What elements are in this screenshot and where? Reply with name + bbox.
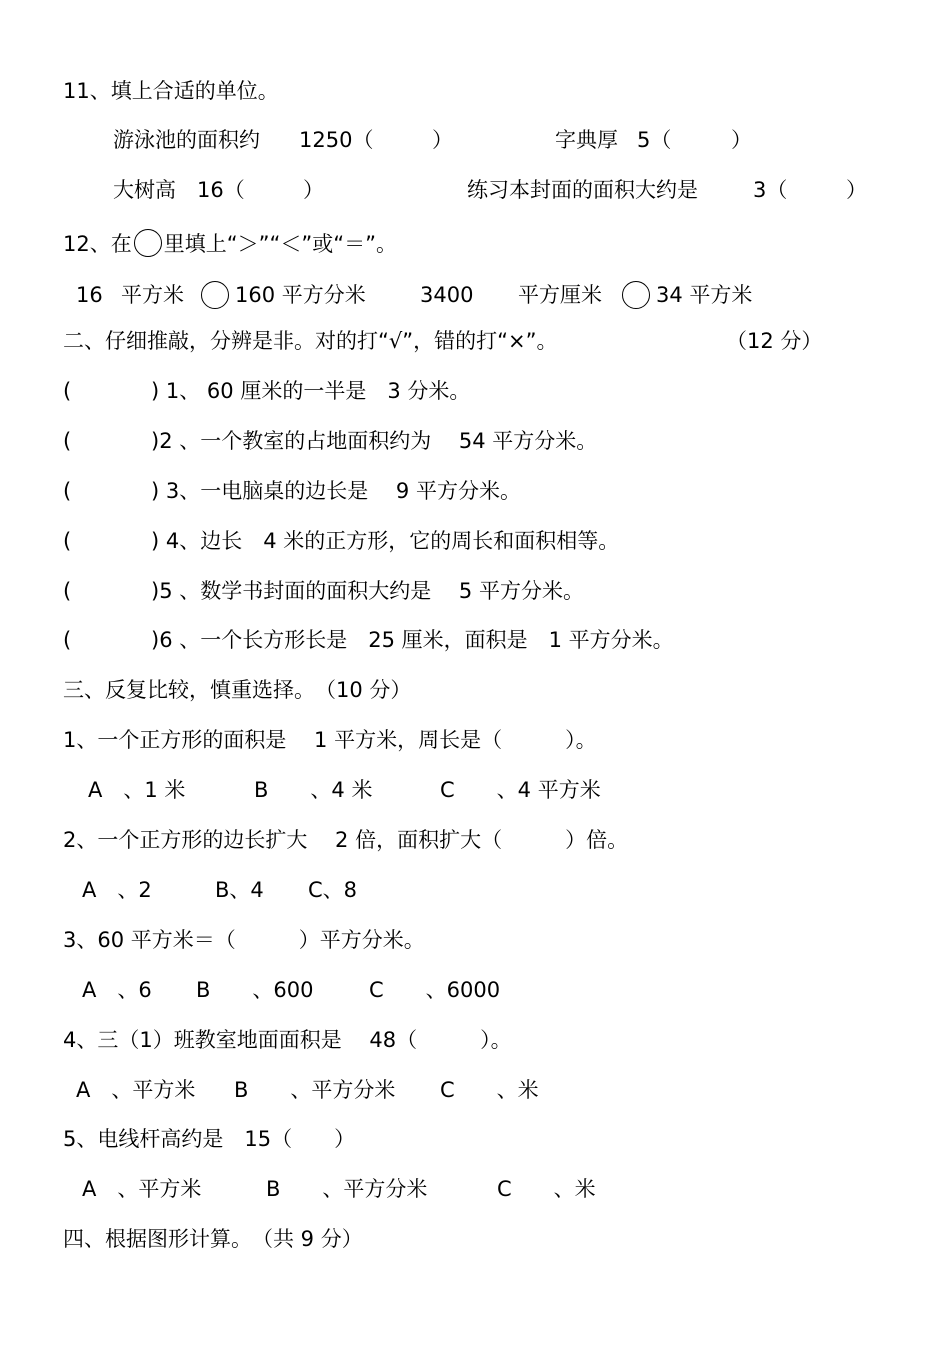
tf-item-3-close: ) <box>151 479 160 503</box>
q12-a-right: 160 平方分米 <box>235 283 366 307</box>
q11-pool-close: ） <box>432 128 453 152</box>
choice-q4-option-a: A 、平方米 <box>76 1078 196 1102</box>
choice-q4: 4、三（1）班教室地面面积是 48（ ）。 <box>63 1028 512 1052</box>
tf-item-3-open: ( <box>63 479 72 503</box>
q11-pool-label: 游泳池的面积约 <box>113 128 260 152</box>
choice-q1: 1、一个正方形的面积是 1 平方米，周长是（ ）。 <box>63 728 597 752</box>
tf-item-2-open: ( <box>63 429 72 453</box>
tf-item-6 <box>151 626 674 654</box>
tf-item-2-text: 2 、一个教室的占地面积约为 54 平方分米。 <box>159 429 598 453</box>
tf-item-3 <box>151 477 521 505</box>
q11-tree-close: ） <box>303 178 324 202</box>
tf-item-4-open: ( <box>63 529 72 553</box>
section-2-title: 二、仔细推敲，分辨是非。对的打“√”，错的打“×”。 <box>63 329 558 353</box>
q12-b-left: 3400 <box>420 283 474 307</box>
q11-tree-value: 16（ <box>197 178 245 202</box>
q11-dict-close: ） <box>731 128 752 152</box>
tf-item-5-open: ( <box>63 579 72 603</box>
tf-item-2-close: ) <box>151 429 160 453</box>
compare-circle-icon <box>201 281 229 309</box>
choice-q4-option-b: B 、平方分米 <box>234 1078 396 1102</box>
q12-title-pre: 12、在 <box>63 232 132 256</box>
compare-circle-icon <box>134 229 162 257</box>
q11-pool-value: 1250（ <box>299 128 374 152</box>
q11-dict-label: 字典厚 <box>555 128 618 152</box>
q11-book-close: ） <box>846 178 867 202</box>
choice-q5-option-a: A 、平方米 <box>82 1177 202 1201</box>
choice-q1-option-c: C 、4 平方米 <box>440 778 601 802</box>
compare-circle-icon <box>622 281 650 309</box>
q12-b-unit: 平方厘米 <box>518 283 602 307</box>
section-3-title: 三、反复比较，慎重选择。 （10 分） <box>63 678 412 702</box>
choice-q5: 5、电线杆高约是 15（ ） <box>63 1127 356 1151</box>
choice-q3: 3、60 平方米＝（ ）平方分米。 <box>63 928 425 952</box>
section-4-title: 四、根据图形计算。 （共 9 分） <box>63 1227 363 1251</box>
tf-item-4 <box>151 527 619 555</box>
choice-q2-option-b: B、4 <box>215 878 264 902</box>
tf-item-4-text: 4、边长 4 米的正方形，它的周长和面积相等。 <box>165 529 620 553</box>
tf-item-4-close: ) <box>151 529 160 553</box>
q12-a-circle[interactable] <box>199 281 231 310</box>
q11-tree-label: 大树高 <box>113 178 176 202</box>
tf-item-5-text: 5 、数学书封面的面积大约是 5 平方分米。 <box>159 579 584 603</box>
tf-item-1 <box>151 377 470 405</box>
tf-item-6-close: ) <box>151 628 160 652</box>
choice-q4-option-c: C 、米 <box>440 1078 539 1102</box>
choice-q5-option-c: C 、米 <box>497 1177 596 1201</box>
tf-item-2 <box>151 427 597 455</box>
choice-q2: 2、一个正方形的边长扩大 2 倍，面积扩大（ ）倍。 <box>63 828 629 852</box>
choice-q1-option-b: B 、4 米 <box>254 778 373 802</box>
tf-item-6-text: 6 、一个长方形长是 25 厘米，面积是 1 平方分米。 <box>159 628 674 652</box>
choice-q3-option-c: C 、6000 <box>369 978 501 1002</box>
q11-dict-value: 5（ <box>637 128 672 152</box>
tf-item-5-close: ) <box>151 579 160 603</box>
q12-a-left: 16 <box>76 283 103 307</box>
tf-item-5 <box>151 577 584 605</box>
q11-book-label: 练习本封面的面积大约是 <box>467 178 698 202</box>
tf-item-1-close: ) <box>151 379 160 403</box>
choice-q2-option-c: C、8 <box>308 878 358 902</box>
q12-title <box>63 229 397 258</box>
q12-b-right: 34 平方米 <box>656 283 753 307</box>
choice-q2-option-a: A 、2 <box>82 878 152 902</box>
q12-b-circle[interactable] <box>620 281 652 310</box>
tf-item-3-text: 3、一电脑桌的边长是 9 平方分米。 <box>165 479 521 503</box>
choice-q1-option-a: A 、1 米 <box>88 778 186 802</box>
choice-q3-option-a: A 、6 <box>82 978 152 1002</box>
q12-title-post: 里填上“＞”“＜”或“＝”。 <box>163 232 398 256</box>
q11-title: 11、填上合适的单位。 <box>63 79 279 103</box>
q12-a-unit: 平方米 <box>121 283 184 307</box>
tf-item-6-open: ( <box>63 628 72 652</box>
section-2-score: （12 分） <box>726 329 823 353</box>
choice-q5-option-b: B 、平方分米 <box>266 1177 428 1201</box>
choice-q3-option-b: B 、600 <box>196 978 314 1002</box>
q11-book-value: 3（ <box>753 178 788 202</box>
tf-item-1-text: 1、 60 厘米的一半是 3 分米。 <box>165 379 471 403</box>
tf-item-1-open: ( <box>63 379 72 403</box>
